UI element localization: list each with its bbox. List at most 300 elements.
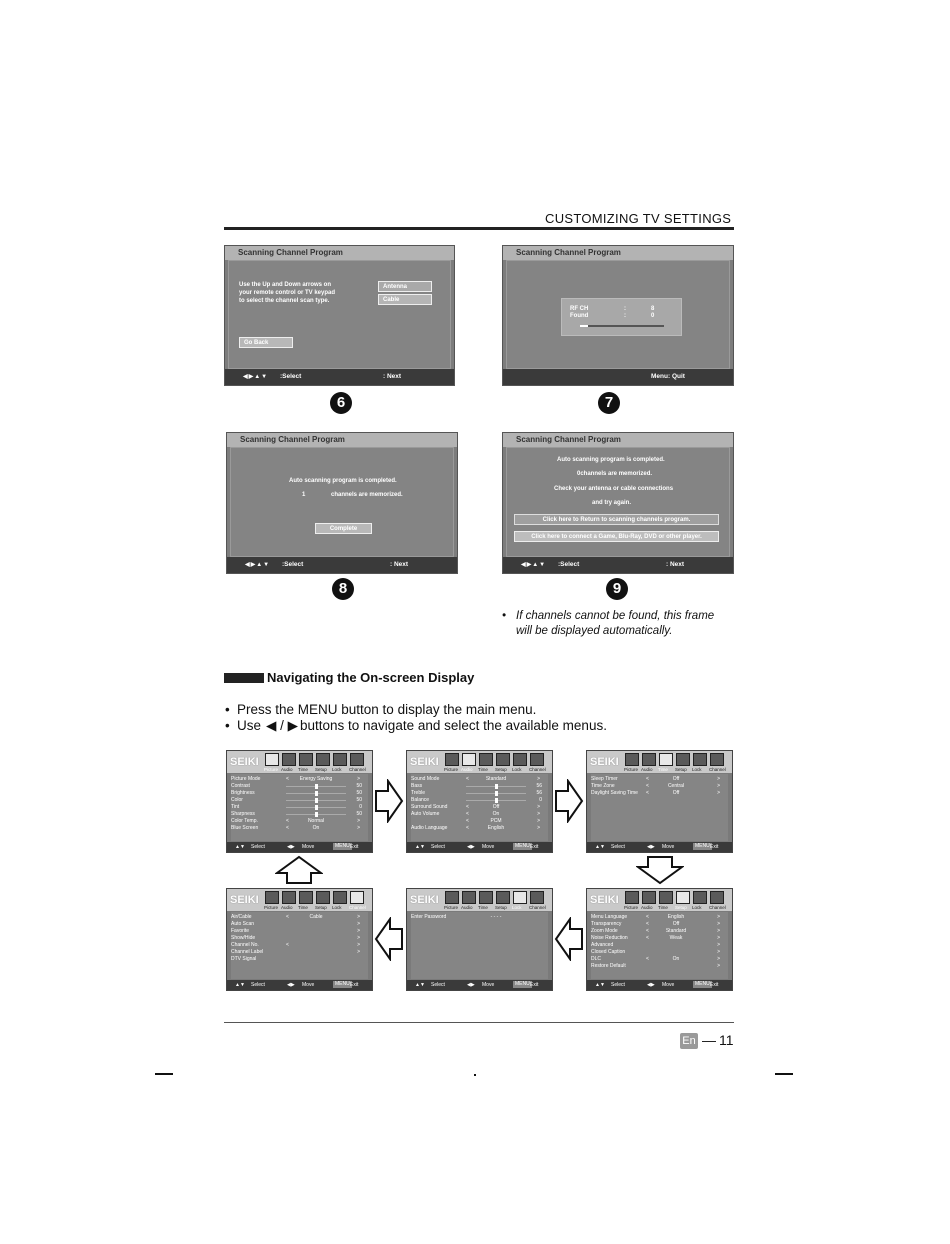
left-chevron-icon[interactable]: < bbox=[646, 935, 649, 941]
left-right-arrow-icons: ◀ / ▶ bbox=[266, 718, 299, 733]
left-chevron-icon[interactable]: < bbox=[286, 776, 289, 782]
tab-channel-icon[interactable] bbox=[350, 753, 364, 766]
tab-setup[interactable]: Setup bbox=[675, 905, 687, 910]
tab-lock-icon[interactable] bbox=[333, 891, 347, 904]
tab-picture-icon[interactable] bbox=[265, 753, 279, 766]
menu-row[interactable] bbox=[411, 825, 548, 832]
tab-setup-icon[interactable] bbox=[316, 753, 330, 766]
left-chevron-icon[interactable]: < bbox=[286, 914, 289, 920]
left-chevron-icon[interactable]: < bbox=[466, 804, 469, 810]
exit-hint: Exit bbox=[350, 982, 359, 988]
tab-setup[interactable]: Setup bbox=[315, 905, 327, 910]
submenu-chevron-icon[interactable]: > bbox=[717, 963, 720, 969]
seiki-logo: SEIKI bbox=[590, 756, 619, 768]
tab-picture-icon[interactable] bbox=[265, 891, 279, 904]
tab-picture[interactable]: Picture bbox=[444, 767, 459, 772]
menu-item-label: Tint bbox=[231, 804, 240, 810]
channel-count: 1 bbox=[302, 492, 306, 498]
left-chevron-icon[interactable]: < bbox=[646, 956, 649, 962]
menu-row[interactable] bbox=[411, 804, 548, 811]
seiki-logo: SEIKI bbox=[230, 894, 259, 906]
menu-row[interactable] bbox=[231, 811, 368, 818]
move-hint: Move bbox=[662, 982, 675, 988]
tab-time[interactable]: Time bbox=[298, 905, 308, 910]
menu-key-icon: MENU bbox=[515, 981, 530, 987]
menu-item-value: On bbox=[672, 956, 680, 962]
tab-channel[interactable]: Channel bbox=[709, 905, 726, 910]
right-arrow-icon bbox=[554, 779, 584, 823]
tab-picture[interactable]: Picture bbox=[264, 767, 279, 772]
menu-row[interactable] bbox=[591, 928, 728, 935]
menu-item-value: Central bbox=[667, 783, 685, 789]
screen-title: Scanning Channel Program bbox=[227, 433, 457, 447]
tab-setup[interactable]: Setup bbox=[495, 767, 507, 772]
submenu-chevron-icon[interactable]: > bbox=[357, 949, 360, 955]
tab-audio-icon[interactable] bbox=[462, 753, 476, 766]
menu-row[interactable] bbox=[231, 818, 368, 825]
page-number: 11 bbox=[719, 1032, 734, 1048]
tab-channel[interactable]: Channel bbox=[529, 767, 546, 772]
menu-row[interactable] bbox=[231, 942, 368, 949]
menu-item-label: Color bbox=[231, 797, 243, 803]
level-slider[interactable] bbox=[286, 800, 346, 801]
menu-item-value: On bbox=[312, 825, 320, 831]
right-chevron-icon[interactable]: > bbox=[537, 818, 540, 824]
menu-item-label: Closed Caption bbox=[591, 949, 626, 955]
menu-row[interactable] bbox=[411, 797, 548, 804]
nav-arrows-icon: ◀▶▲▼ bbox=[521, 562, 547, 568]
menu-row[interactable] bbox=[591, 949, 728, 956]
left-chevron-icon[interactable]: < bbox=[466, 811, 469, 817]
tab-lock-icon[interactable] bbox=[693, 891, 707, 904]
menu-row[interactable] bbox=[411, 811, 548, 818]
level-slider[interactable] bbox=[286, 807, 346, 808]
menu-row[interactable] bbox=[411, 783, 548, 790]
menu-item-value: Weak bbox=[669, 935, 683, 941]
tab-channel[interactable]: Channel bbox=[349, 767, 366, 772]
bullet-navigate-text: buttons to navigate and select the available menus. bbox=[300, 718, 607, 733]
tab-lock[interactable]: Lock bbox=[332, 767, 342, 772]
next-hint: : Next bbox=[383, 373, 402, 380]
left-chevron-icon[interactable]: < bbox=[466, 776, 469, 782]
menu-row[interactable] bbox=[591, 914, 728, 921]
menu-row[interactable] bbox=[231, 797, 368, 804]
menu-row[interactable] bbox=[411, 914, 548, 921]
tab-lock[interactable]: Lock bbox=[512, 767, 522, 772]
menu-item-label: Picture Mode bbox=[231, 776, 261, 782]
crop-mark bbox=[155, 1073, 173, 1075]
left-chevron-icon[interactable]: < bbox=[646, 921, 649, 927]
tab-audio[interactable]: Audio bbox=[461, 767, 473, 772]
menu-item-value: On bbox=[492, 811, 500, 817]
complete-button[interactable]: Complete bbox=[315, 523, 372, 534]
level-slider[interactable] bbox=[466, 786, 526, 787]
submenu-chevron-icon[interactable]: > bbox=[717, 949, 720, 955]
left-chevron-icon[interactable]: < bbox=[286, 825, 289, 831]
menu-row[interactable] bbox=[231, 949, 368, 956]
menu-row[interactable] bbox=[231, 914, 368, 921]
screen-body bbox=[230, 447, 454, 557]
menu-row[interactable] bbox=[231, 928, 368, 935]
right-chevron-icon[interactable]: > bbox=[717, 935, 720, 941]
menu-row[interactable] bbox=[231, 935, 368, 942]
tab-time[interactable]: Time bbox=[298, 767, 308, 772]
menu-item-value: Energy Saving bbox=[299, 776, 333, 782]
tab-audio[interactable]: Audio bbox=[281, 767, 293, 772]
move-hint: Move bbox=[302, 844, 315, 850]
osd-footer bbox=[407, 980, 552, 990]
note-bullet: • bbox=[502, 610, 507, 622]
menu-row[interactable] bbox=[411, 776, 548, 783]
nav-arrows-icon: ▲▼ bbox=[415, 982, 425, 988]
menu-item-value: 0 bbox=[359, 804, 362, 810]
right-arrow-icon bbox=[374, 779, 404, 823]
left-chevron-icon[interactable]: < bbox=[286, 942, 289, 948]
select-hint: :Select bbox=[282, 561, 304, 568]
left-chevron-icon[interactable]: < bbox=[646, 776, 649, 782]
return-to-scan-button[interactable]: Click here to Return to scanning channels program. bbox=[514, 514, 719, 525]
right-chevron-icon[interactable]: > bbox=[717, 921, 720, 927]
menu-item-label: Balance bbox=[411, 797, 430, 803]
tab-audio[interactable]: Audio bbox=[641, 905, 653, 910]
right-chevron-icon[interactable]: > bbox=[717, 783, 720, 789]
menu-item-label: Sound Mode bbox=[411, 776, 440, 782]
menu-item-label: Transparency bbox=[591, 921, 622, 927]
right-chevron-icon[interactable]: > bbox=[717, 956, 720, 962]
note-line-2: will be displayed automatically. bbox=[516, 625, 673, 637]
nav-arrows-icon: ▲▼ bbox=[595, 982, 605, 988]
tab-picture-icon[interactable] bbox=[445, 891, 459, 904]
left-chevron-icon[interactable]: < bbox=[646, 928, 649, 934]
level-slider[interactable] bbox=[466, 800, 526, 801]
menu-item-label: DTV Signal bbox=[231, 956, 257, 962]
menu-item-label: Favorite bbox=[231, 928, 250, 934]
menu-item-value: Standard bbox=[665, 928, 687, 934]
menu-row[interactable] bbox=[231, 776, 368, 783]
tab-time-icon[interactable] bbox=[659, 753, 673, 766]
cable-option[interactable]: Cable bbox=[378, 294, 432, 305]
quit-hint: Menu: Quit bbox=[651, 373, 685, 380]
nav-arrows-icon: ▲▼ bbox=[415, 844, 425, 850]
menu-item-label: DLC bbox=[591, 956, 602, 962]
step-number-6: 6 bbox=[330, 392, 352, 414]
menu-item-label: Show/Hide bbox=[231, 935, 256, 941]
bullet-use-text: Use bbox=[237, 718, 262, 733]
exit-hint: Exit bbox=[710, 982, 719, 988]
level-slider[interactable] bbox=[466, 793, 526, 794]
tab-audio-icon[interactable] bbox=[282, 753, 296, 766]
seiki-logo: SEIKI bbox=[410, 756, 439, 768]
found-colon: : bbox=[624, 313, 626, 319]
right-chevron-icon[interactable]: > bbox=[537, 804, 540, 810]
found-value: 0 bbox=[651, 313, 655, 319]
tab-time-icon[interactable] bbox=[479, 753, 493, 766]
tab-picture[interactable]: Picture bbox=[624, 905, 639, 910]
select-hint: :Select bbox=[280, 373, 302, 380]
scan-screen-7 bbox=[502, 245, 734, 386]
tab-setup-icon[interactable] bbox=[316, 891, 330, 904]
right-chevron-icon[interactable]: > bbox=[537, 776, 540, 782]
tab-time-icon[interactable] bbox=[299, 891, 313, 904]
right-chevron-icon[interactable]: > bbox=[537, 811, 540, 817]
right-chevron-icon[interactable]: > bbox=[717, 776, 720, 782]
tab-audio[interactable]: Audio bbox=[641, 767, 653, 772]
menu-item-label: Brightness bbox=[231, 790, 255, 796]
menu-item-value: Cable bbox=[309, 914, 323, 920]
tab-audio-icon[interactable] bbox=[462, 891, 476, 904]
menu-row[interactable] bbox=[231, 783, 368, 790]
progress-track bbox=[580, 325, 664, 327]
nav-arrows-icon: ◀▶▲▼ bbox=[243, 374, 269, 380]
seiki-logo: SEIKI bbox=[410, 894, 439, 906]
right-chevron-icon[interactable]: > bbox=[537, 825, 540, 831]
tab-lock-icon[interactable] bbox=[513, 891, 527, 904]
left-chevron-icon[interactable]: < bbox=[646, 790, 649, 796]
menu-row[interactable] bbox=[591, 921, 728, 928]
nav-arrows-icon: ◀▶ bbox=[647, 844, 655, 850]
right-chevron-icon[interactable]: > bbox=[717, 790, 720, 796]
select-hint: Select bbox=[611, 844, 625, 850]
menu-row[interactable] bbox=[411, 790, 548, 797]
instruction-line: Use the Up and Down arrows on bbox=[239, 282, 332, 288]
menu-row[interactable] bbox=[231, 790, 368, 797]
go-back-button[interactable]: Go Back bbox=[239, 337, 293, 348]
tab-audio-icon[interactable] bbox=[642, 753, 656, 766]
tab-lock-icon[interactable] bbox=[693, 753, 707, 766]
menu-key-icon: MENU bbox=[515, 843, 530, 849]
rf-ch-value: 8 bbox=[651, 306, 655, 312]
progress-fill bbox=[580, 325, 588, 327]
tab-channel[interactable]: Channel bbox=[709, 767, 726, 772]
exit-hint: Exit bbox=[530, 844, 539, 850]
slider-knob[interactable] bbox=[315, 791, 318, 796]
menu-row[interactable] bbox=[591, 935, 728, 942]
menu-item-label: Auto Scan bbox=[231, 921, 255, 927]
menu-item-label: Color Temp. bbox=[231, 818, 258, 824]
submenu-chevron-icon[interactable]: > bbox=[357, 928, 360, 934]
antenna-option[interactable]: Antenna bbox=[378, 281, 432, 292]
menu-row[interactable] bbox=[591, 790, 728, 797]
tab-audio-icon[interactable] bbox=[282, 891, 296, 904]
menu-item-value: 56 bbox=[536, 790, 542, 796]
menu-item-label: Noise Reduction bbox=[591, 935, 628, 941]
screen-title: Scanning Channel Program bbox=[503, 246, 733, 260]
nav-arrows-icon: ▲▼ bbox=[595, 844, 605, 850]
connect-player-button[interactable]: Click here to connect a Game, Blu-Ray, DVD or other player. bbox=[514, 531, 719, 542]
tab-picture-icon[interactable] bbox=[625, 753, 639, 766]
left-chevron-icon[interactable]: < bbox=[466, 818, 469, 824]
footer-rule bbox=[224, 1022, 734, 1023]
menu-row[interactable] bbox=[591, 783, 728, 790]
tab-lock[interactable]: Lock bbox=[692, 905, 702, 910]
tab-setup[interactable]: Setup bbox=[675, 767, 687, 772]
tab-setup[interactable]: Setup bbox=[315, 767, 327, 772]
tab-time[interactable]: Time bbox=[478, 767, 488, 772]
screen-footer bbox=[503, 557, 733, 573]
section-marker bbox=[224, 673, 264, 683]
menu-row[interactable] bbox=[591, 963, 728, 970]
slider-knob[interactable] bbox=[315, 812, 318, 817]
menu-row[interactable] bbox=[591, 956, 728, 963]
tab-picture[interactable]: Picture bbox=[624, 767, 639, 772]
tab-setup-icon[interactable] bbox=[496, 891, 510, 904]
nav-arrows-icon: ◀▶ bbox=[287, 844, 295, 850]
menu-item-value: 56 bbox=[536, 783, 542, 789]
move-hint: Move bbox=[662, 844, 675, 850]
menu-row[interactable] bbox=[591, 776, 728, 783]
menu-item-label: Contrast bbox=[231, 783, 250, 789]
level-slider[interactable] bbox=[286, 814, 346, 815]
menu-row[interactable] bbox=[231, 825, 368, 832]
menu-item-value: Off bbox=[672, 776, 680, 782]
menu-row[interactable] bbox=[231, 804, 368, 811]
tab-channel-icon[interactable] bbox=[710, 891, 724, 904]
menu-row[interactable] bbox=[231, 956, 368, 963]
menu-item-label: Restore Default bbox=[591, 963, 626, 969]
left-chevron-icon[interactable]: < bbox=[646, 783, 649, 789]
screen-body bbox=[228, 260, 451, 369]
right-chevron-icon[interactable]: > bbox=[717, 928, 720, 934]
tab-picture-icon[interactable] bbox=[445, 753, 459, 766]
tab-channel-icon[interactable] bbox=[350, 891, 364, 904]
memorized-text: channels are memorized. bbox=[331, 492, 403, 498]
osd-picture-menu bbox=[226, 750, 373, 853]
menu-item-label: Sharpness bbox=[231, 811, 255, 817]
menu-item-value: 50 bbox=[356, 811, 362, 817]
tab-picture[interactable]: Picture bbox=[444, 905, 459, 910]
tab-channel-icon[interactable] bbox=[710, 753, 724, 766]
menu-item-value: Off bbox=[672, 921, 680, 927]
tab-picture-icon[interactable] bbox=[625, 891, 639, 904]
slider-knob[interactable] bbox=[495, 784, 498, 789]
screen-footer bbox=[227, 557, 457, 573]
menu-row[interactable] bbox=[231, 921, 368, 928]
menu-key-icon: MENU bbox=[695, 981, 710, 987]
tab-lock-icon[interactable] bbox=[333, 753, 347, 766]
header-rule bbox=[224, 227, 734, 230]
tab-picture[interactable]: Picture bbox=[264, 905, 279, 910]
left-arrow-icon bbox=[554, 917, 584, 961]
tab-audio[interactable]: Audio bbox=[461, 905, 473, 910]
language-badge: En bbox=[680, 1033, 698, 1049]
menu-item-label: Blue Screen bbox=[231, 825, 259, 831]
menu-item-label: Surround Sound bbox=[411, 804, 448, 810]
crop-mark bbox=[474, 1074, 476, 1076]
nav-arrows-icon: ◀▶ bbox=[647, 982, 655, 988]
tab-time-icon[interactable] bbox=[299, 753, 313, 766]
slider-knob[interactable] bbox=[495, 798, 498, 803]
menu-row[interactable] bbox=[591, 942, 728, 949]
left-chevron-icon[interactable]: < bbox=[466, 825, 469, 831]
menu-item-value: English bbox=[667, 914, 685, 920]
submenu-chevron-icon[interactable]: > bbox=[357, 935, 360, 941]
check-text: Check your antenna or cable connections bbox=[554, 486, 674, 492]
step-number-7: 7 bbox=[598, 392, 620, 414]
scan-screen-6 bbox=[224, 245, 455, 386]
osd-footer bbox=[587, 842, 732, 852]
right-chevron-icon[interactable]: > bbox=[717, 914, 720, 920]
tab-time[interactable]: Time bbox=[478, 905, 488, 910]
menu-item-value: - - - - bbox=[490, 914, 502, 920]
slider-knob[interactable] bbox=[495, 791, 498, 796]
menu-key-icon: MENU bbox=[335, 843, 350, 849]
menu-item-value: PCM bbox=[490, 818, 502, 824]
tab-channel[interactable]: Channel bbox=[349, 905, 366, 910]
exit-hint: Exit bbox=[530, 982, 539, 988]
tab-setup[interactable]: Setup bbox=[495, 905, 507, 910]
menu-item-label: Zoom Mode bbox=[591, 928, 618, 934]
tab-lock-icon[interactable] bbox=[513, 753, 527, 766]
tab-lock[interactable]: Lock bbox=[692, 767, 702, 772]
osd-footer bbox=[407, 842, 552, 852]
tab-setup-icon[interactable] bbox=[676, 891, 690, 904]
try-again-text: and try again. bbox=[592, 500, 632, 506]
nav-arrows-icon: ▲▼ bbox=[235, 844, 245, 850]
menu-item-value: 0 bbox=[539, 797, 542, 803]
tab-audio[interactable]: Audio bbox=[281, 905, 293, 910]
level-slider[interactable] bbox=[286, 786, 346, 787]
right-chevron-icon[interactable]: > bbox=[357, 818, 360, 824]
tab-setup-icon[interactable] bbox=[496, 753, 510, 766]
menu-item-label: Bass bbox=[411, 783, 423, 789]
select-hint: Select bbox=[251, 844, 265, 850]
tab-time-icon[interactable] bbox=[659, 891, 673, 904]
osd-setup-menu bbox=[586, 888, 733, 991]
level-slider[interactable] bbox=[286, 793, 346, 794]
slider-knob[interactable] bbox=[315, 798, 318, 803]
osd-channel-menu bbox=[226, 888, 373, 991]
tab-lock[interactable]: Lock bbox=[332, 905, 342, 910]
rf-ch-label: RF CH bbox=[570, 306, 589, 312]
left-chevron-icon[interactable]: < bbox=[286, 818, 289, 824]
page-header: CUSTOMIZING TV SETTINGS bbox=[545, 211, 732, 226]
tab-time[interactable]: Time bbox=[658, 905, 668, 910]
osd-lock-menu bbox=[406, 888, 553, 991]
right-chevron-icon[interactable]: > bbox=[357, 942, 360, 948]
menu-item-label: Auto Volume bbox=[411, 811, 440, 817]
osd-time-menu bbox=[586, 750, 733, 853]
screen-body bbox=[506, 447, 730, 557]
submenu-chevron-icon[interactable]: > bbox=[357, 921, 360, 927]
tab-lock[interactable]: Lock bbox=[512, 905, 522, 910]
right-chevron-icon[interactable]: > bbox=[357, 914, 360, 920]
tab-audio-icon[interactable] bbox=[642, 891, 656, 904]
menu-row[interactable] bbox=[411, 818, 548, 825]
tab-setup-icon[interactable] bbox=[676, 753, 690, 766]
select-hint: Select bbox=[431, 982, 445, 988]
tab-time[interactable]: Time bbox=[658, 767, 668, 772]
exit-hint: Exit bbox=[710, 844, 719, 850]
slider-knob[interactable] bbox=[315, 784, 318, 789]
tab-channel[interactable]: Channel bbox=[529, 905, 546, 910]
right-chevron-icon[interactable]: > bbox=[357, 776, 360, 782]
instruction-line: to select the channel scan type. bbox=[239, 298, 330, 304]
submenu-chevron-icon[interactable]: > bbox=[717, 942, 720, 948]
right-chevron-icon[interactable]: > bbox=[357, 825, 360, 831]
page-number-dash: — bbox=[702, 1032, 716, 1048]
tab-time-icon[interactable] bbox=[479, 891, 493, 904]
menu-item-label: Advanced bbox=[591, 942, 614, 948]
exit-hint: Exit bbox=[350, 844, 359, 850]
menu-item-label: Audio Language bbox=[411, 825, 448, 831]
menu-item-value: 50 bbox=[356, 783, 362, 789]
tab-channel-icon[interactable] bbox=[530, 891, 544, 904]
menu-item-label: Channel Label bbox=[231, 949, 264, 955]
slider-knob[interactable] bbox=[315, 805, 318, 810]
nav-arrows-icon: ◀▶ bbox=[467, 844, 475, 850]
left-chevron-icon[interactable]: < bbox=[646, 914, 649, 920]
tab-channel-icon[interactable] bbox=[530, 753, 544, 766]
